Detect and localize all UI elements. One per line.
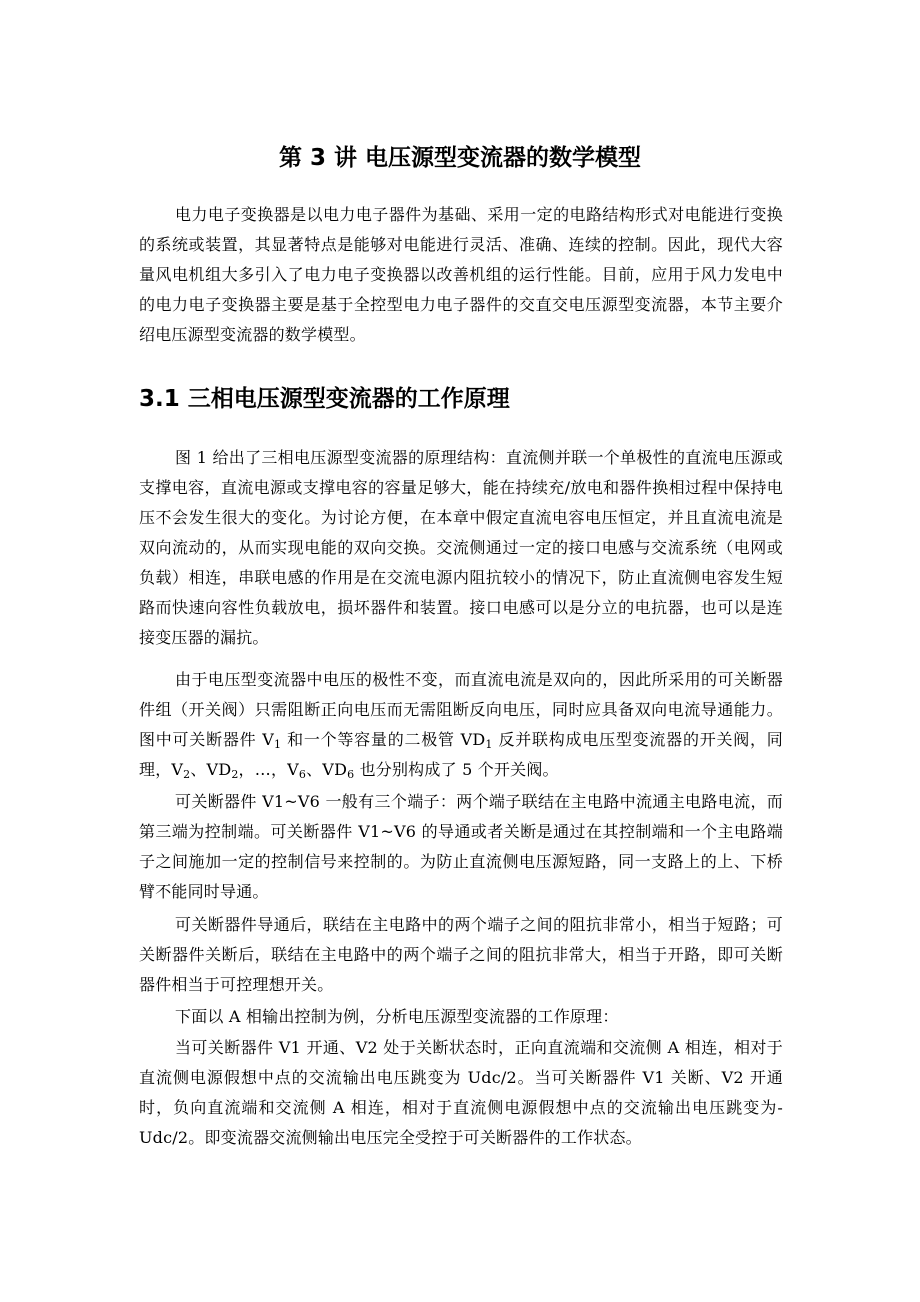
subscript: 2 bbox=[231, 768, 239, 781]
paragraph-ideal-switch: 可关断器件导通后，联结在主电路中的两个端子之间的阻抗非常小，相当于短路；可关断器件关断后，联结在主电路中的两个端子之间的阻抗非常大，相当于开路，即可关断器件相当于可控理想开关。 bbox=[139, 915, 783, 994]
paragraph-phase-a-operation: 当可关断器件 V1 开通、V2 处于关断状态时，正向直流端和交流侧 A 相连，相对于直流侧电源假想中点的交流输出电压跳变为 Udc/2。当可关断器件 V1 关断、V2 开通时，负向直流端和交流侧 A 相连，相对于直流侧电源假想中点的交流输出电压跳变为-Udc/2。即变流器交流侧输出电压完全受控于可关断器件的工作状态。 bbox=[139, 1038, 783, 1147]
text-run: 也分别构成了 5 个开关阀。 bbox=[354, 760, 559, 779]
intro-paragraph: 电力电子变换器是以电力电子器件为基础、采用一定的电路结构形式对电能进行变换的系统或装置，其显著特点是能够对电能进行灵活、准确、连续的控制。因此，现代大容量风电机组大多引入了电力电子变换器以改善机组的运行性能。目前，应用于风力发电中的电力电子变换器主要是基于全控型电力电子器件的交直交电压源型变流器，本节主要介绍电压源型变流器的数学模型。 bbox=[139, 205, 783, 344]
text-run: 和一个等容量的二极管 VD bbox=[281, 730, 486, 749]
section-heading: 3.1 三相电压源型变流器的工作原理 bbox=[139, 386, 510, 412]
text-run: 、VD bbox=[306, 760, 348, 779]
subscript: 2 bbox=[183, 768, 191, 781]
paragraph-switch-valve bbox=[139, 665, 783, 785]
paragraph-principle: 图 1 给出了三相电压源型变流器的原理结构：直流侧并联一个单极性的直流电压源或支撑电容，直流电源或支撑电容的容量足够大，能在持续充/放电和器件换相过程中保持电压不会发生很大的变化。为讨论方便，在本章中假定直流电容电压恒定，并且直流电流是双向流动的，从而实现电能的双向交换。交流侧通过一定的接口电感与交流系统（电网或负载）相连，串联电感的作用是在交流电源内阻抗较小的情况下，防止直流侧电容发生短路而快速向容性负载放电，损坏器件和装置。接口电感可以是分立的电抗器，也可以是连接变压器的漏抗。 bbox=[139, 448, 783, 647]
text-run: ，…，V bbox=[238, 760, 299, 779]
subscript: 1 bbox=[485, 738, 493, 751]
page-title: 第 3 讲 电压源型变流器的数学模型 bbox=[278, 145, 642, 171]
subscript: 6 bbox=[298, 768, 307, 781]
paragraph-terminals: 可关断器件 V1~V6 一般有三个端子：两个端子联结在主电路中流通主电路电流，而第三端为控制端。可关断器件 V1~V6 的导通或者关断是通过在其控制端和一个主电路端子之间施加一定的控制信号来控制的。为防止直流侧电压源短路，同一支路上的上、下桥臂不能同时导通。 bbox=[139, 792, 783, 901]
subscript: 1 bbox=[274, 738, 282, 751]
text-run: 反并联构成电压型变流器的开关阀，同理，V bbox=[139, 730, 784, 779]
text-run: 、VD bbox=[190, 760, 232, 779]
text-run: 由于电压型变流器中电压的极性不变，而直流电流是双向的，因此所采用的可关断器件组（开关阀）只需阻断正向电压而无需阻断反向电压，同时应具备双向电流导通能力。图中可关断器件 V bbox=[139, 670, 783, 749]
subscript: 6 bbox=[347, 768, 355, 781]
paragraph-phase-a-intro: 下面以 A 相输出控制为例，分析电压源型变流器的工作原理： bbox=[175, 1007, 619, 1026]
